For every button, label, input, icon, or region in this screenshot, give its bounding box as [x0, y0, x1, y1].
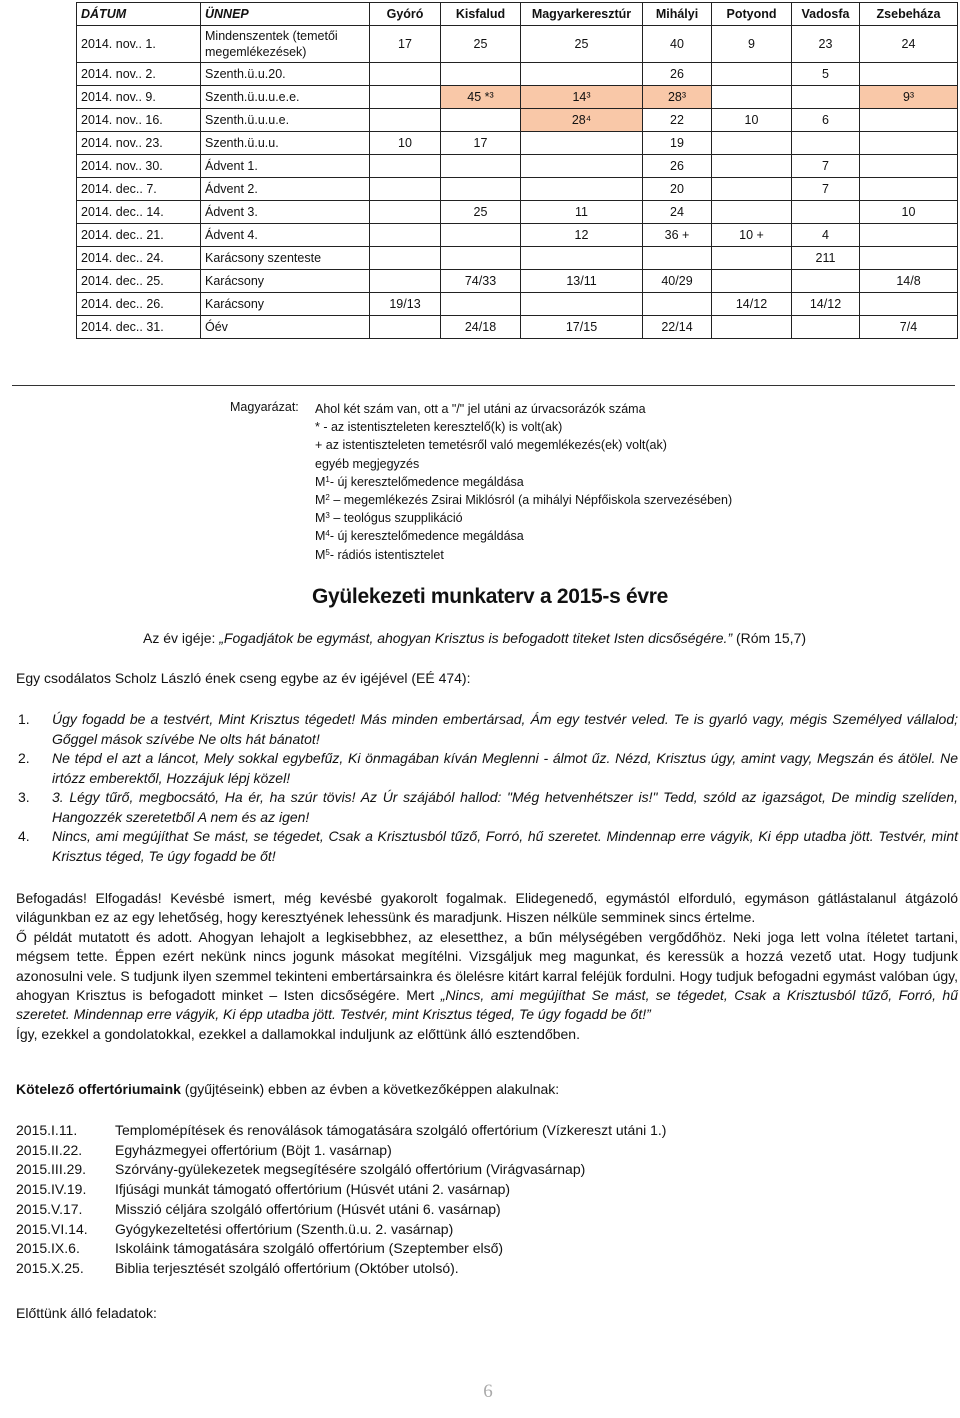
cell-value — [370, 63, 441, 86]
offertory-text: Iskoláink támogatására szolgáló offertórium (Szeptember első) — [115, 1240, 504, 1257]
cell-value — [521, 293, 643, 316]
cell-value — [792, 201, 860, 224]
offertory-text: Templomépítések és renoválások támogatására szolgáló offertórium (Vízkereszt utáni 1.) — [115, 1122, 667, 1138]
offertory-date: 2015.III.29. — [16, 1161, 87, 1178]
cell-date: 2014. nov.. 30. — [77, 155, 201, 178]
offertory-list — [16, 1121, 666, 1279]
cell-value: 13/11 — [521, 270, 643, 293]
cell-value — [521, 155, 643, 178]
offertory-item — [16, 1200, 666, 1220]
offertory-item — [16, 1239, 666, 1259]
cell-value: 26 — [643, 63, 712, 86]
cell-date: 2014. dec.. 26. — [77, 293, 201, 316]
cell-date: 2014. dec.. 7. — [77, 178, 201, 201]
cell-value — [860, 155, 958, 178]
offertory-text: Gyógykezeltetési offertórium (Szenth.ü.u. 2. vasárnap) — [115, 1220, 454, 1237]
cell-value: 12 — [521, 224, 643, 247]
cell-date: 2014. nov.. 9. — [77, 86, 201, 109]
cell-value — [370, 270, 441, 293]
legend-line: * - az istentiszteleten keresztelő(k) is volt(ak) — [315, 420, 563, 435]
cell-value — [712, 132, 792, 155]
cell-value: 11 — [521, 201, 643, 224]
cell-value: 74/33 — [441, 270, 521, 293]
col-header-feast: ÜNNEP — [201, 3, 370, 26]
col-header-gyoro: Gyóró — [370, 3, 441, 26]
cell-date: 2014. nov.. 23. — [77, 132, 201, 155]
cell-value — [521, 132, 643, 155]
cell-feast: Mindenszentek (temetői megemlékezések) — [201, 26, 370, 63]
offertory-item — [16, 1160, 666, 1180]
col-header-kisfalud: Kisfalud — [441, 3, 521, 26]
cell-value — [643, 247, 712, 270]
cell-value — [712, 316, 792, 339]
cell-value — [712, 247, 792, 270]
cell-value — [792, 132, 860, 155]
cell-value: 24 — [643, 201, 712, 224]
cell-date: 2014. dec.. 31. — [77, 316, 201, 339]
cell-value — [521, 247, 643, 270]
cell-value: 28⁴ — [521, 109, 643, 132]
cell-value: 17 — [370, 26, 441, 63]
cell-value — [643, 293, 712, 316]
offertory-text: Biblia terjesztését szolgáló offertórium (Október utolsó). — [115, 1259, 459, 1276]
cell-value — [860, 247, 958, 270]
table-row — [77, 293, 958, 316]
offertory-item — [16, 1121, 666, 1141]
table-row — [77, 132, 958, 155]
cell-value: 26 — [643, 155, 712, 178]
cell-value: 14³ — [521, 86, 643, 109]
cell-value — [860, 178, 958, 201]
cell-feast: Szenth.ü.u.u.e.e. — [201, 86, 370, 109]
hymn-intro: Egy csodálatos Scholz László ének cseng egybe az év igéjével (EÉ 474): — [16, 670, 471, 686]
legend-label: Magyarázat: — [230, 400, 299, 414]
cell-value: 7/4 — [860, 316, 958, 339]
cell-value: 4 — [792, 224, 860, 247]
cell-feast: Karácsony — [201, 293, 370, 316]
table-row — [77, 155, 958, 178]
cell-value — [712, 63, 792, 86]
offertory-date: 2015.X.25. — [16, 1259, 84, 1276]
cell-date: 2014. dec.. 21. — [77, 224, 201, 247]
cell-date: 2014. dec.. 14. — [77, 201, 201, 224]
cell-value — [712, 86, 792, 109]
cell-feast: Szenth.ü.u.u.e. — [201, 109, 370, 132]
cell-value — [370, 155, 441, 178]
cell-feast: Karácsony szenteste — [201, 247, 370, 270]
cell-value: 7 — [792, 155, 860, 178]
cell-value: 10 — [860, 201, 958, 224]
table-row — [77, 270, 958, 293]
paragraph: Így, ezekkel a gondolatokkal, ezekkel a dallamokkal induljunk az előttünk álló esztendőben. — [16, 1025, 580, 1042]
cell-feast: Ádvent 2. — [201, 178, 370, 201]
legend-line: Ahol két szám van, ott a "/" jel utáni az úrvacsorázók száma — [315, 402, 646, 416]
table-row — [77, 178, 958, 201]
cell-date: 2014. nov.. 16. — [77, 109, 201, 132]
cell-value: 40/29 — [643, 270, 712, 293]
cell-value: 20 — [643, 178, 712, 201]
year-motto: Az év igéje: „Fogadjátok be egymást, ahogyan Krisztus is befogadott titeket Isten dicsőségére.” (Róm 15,7) — [143, 630, 807, 646]
cell-value: 45 *³ — [441, 86, 521, 109]
cell-value: 28³ — [643, 86, 712, 109]
col-header-zsebehaza: Zsebeháza — [860, 3, 958, 26]
cell-value — [712, 270, 792, 293]
cell-value — [792, 86, 860, 109]
attendance-table — [76, 2, 958, 339]
cell-value — [860, 63, 958, 86]
cell-value — [370, 201, 441, 224]
cell-value — [860, 109, 958, 132]
cell-value: 19/13 — [370, 293, 441, 316]
table-row — [77, 316, 958, 339]
cell-value: 14/8 — [860, 270, 958, 293]
cell-value — [712, 178, 792, 201]
offertory-date: 2015.IX.6. — [16, 1240, 80, 1257]
cell-value — [860, 293, 958, 316]
offertory-date: 2015.II.22. — [16, 1141, 83, 1158]
cell-value: 17 — [441, 132, 521, 155]
table-header-row — [77, 3, 958, 26]
tasks-label: Előttünk álló feladatok: — [16, 1305, 157, 1321]
cell-value — [792, 316, 860, 339]
cell-value — [370, 86, 441, 109]
paragraph: Befogadás! Elfogadás! Kevésbé ismert, még kevésbé gyakorolt fogalmak. Elidegenedő, egymástól elforduló, egymáson gátlástalanul átgázoló világunkban ez az egy lehetőség, hogy keresztyének lehessünk és maradjunk. Hiszen nélküle semminek sincs értelme. — [16, 890, 958, 926]
offertory-text: Szórvány-gyülekezetek megsegítésére szolgáló offertórium (Virágvasárnap) — [115, 1161, 586, 1178]
cell-value: 23 — [792, 26, 860, 63]
table-row — [77, 86, 958, 109]
cell-value: 19 — [643, 132, 712, 155]
cell-value — [441, 224, 521, 247]
cell-feast: Szenth.ü.u.20. — [201, 63, 370, 86]
cell-value: 7 — [792, 178, 860, 201]
cell-value — [370, 178, 441, 201]
offertory-text: Egyházmegyei offertórium (Böjt 1. vasárnap) — [115, 1141, 392, 1158]
cell-value — [712, 201, 792, 224]
cell-value: 211 — [792, 247, 860, 270]
cell-value — [441, 247, 521, 270]
cell-feast: Szenth.ü.u.u. — [201, 132, 370, 155]
page-number: 6 — [483, 1381, 493, 1402]
body-text — [16, 889, 958, 1044]
table-row — [77, 109, 958, 132]
hymn-verse: 1. Úgy fogadd be a testvért, Mint Krisztus tégedet! Más minden embertársad, Ám egy testvér veled. Te is gyarló vagy, mégis Személyed vállalod; Gőggel mások szívébe Ne olts hát bánatot! — [18, 711, 958, 747]
table-row — [77, 224, 958, 247]
cell-value — [370, 316, 441, 339]
hymn-verse: 2. Ne tépd el azt a láncot, Mely sokkal egybefűz, Ki önmagában kíván Meglenni - álmot űz. Nézd, Krisztus úgy, amint vagy, Megszán és átölel. Ne irtózz emberektől, Hozzájuk lépj közel! — [18, 750, 958, 786]
motto-quote: „Fogadjátok be egymást, ahogyan Krisztus is befogadott titeket Isten dicsőségére.” — [219, 630, 733, 646]
cell-value: 22/14 — [643, 316, 712, 339]
cell-value: 24 — [860, 26, 958, 63]
cell-value — [441, 155, 521, 178]
col-header-vadosfa: Vadosfa — [792, 3, 860, 26]
offertory-date: 2015.IV.19. — [16, 1181, 87, 1198]
legend-note: $M^4-$ új keresztelőmedence megáldása — [315, 529, 524, 544]
offertory-item — [16, 1220, 666, 1240]
table-row — [77, 201, 958, 224]
cell-value: 10 — [712, 109, 792, 132]
cell-date: 2014. nov.. 2. — [77, 63, 201, 86]
hymn-verse: 3. 3. Légy tűrő, megbocsátó, Ha ér, ha szúr tövis! Az Úr szájából hallod: "Még hetvenhétszer is!" Tedd, szóld az igazságot, De mindig szelíden, Hangozzék szeretetből A nem és az igen! — [18, 789, 958, 825]
cell-value: 9³ — [860, 86, 958, 109]
cell-value: 24/18 — [441, 316, 521, 339]
legend-line: + az istentiszteleten temetésről való megemlékezés(ek) volt(ak) — [315, 438, 667, 453]
cell-feast: Ádvent 1. — [201, 155, 370, 178]
cell-value: 10 — [370, 132, 441, 155]
cell-feast: Ádvent 3. — [201, 201, 370, 224]
hymn-verses — [16, 710, 958, 866]
legend-note: $M^5-$ rádiós istentisztelet — [315, 547, 444, 562]
cell-value — [370, 224, 441, 247]
hymn-verse: 4. Nincs, ami megújíthat Se mást, se tégedet, Csak a Krisztusból tűző, Forró, hű szeretet. Mindennap erre vágyik, Ki épp utadba jött. Testvér, mint Krisztus téged, Te úgy fogadd be őt! — [18, 828, 958, 864]
cell-value — [860, 132, 958, 155]
legend-note: $M^3$ – teológus szupplikáció — [315, 511, 463, 526]
cell-value — [370, 247, 441, 270]
offertory-heading: Kötelező offertóriumaink (gyűjtéseink) ebben az évben a következőképpen alakulnak: — [16, 1081, 560, 1097]
cell-feast: Ádvent 4. — [201, 224, 370, 247]
cell-date: 2014. dec.. 25. — [77, 270, 201, 293]
cell-value: 14/12 — [792, 293, 860, 316]
cell-value: 6 — [792, 109, 860, 132]
legend-note: $M^1-$ új keresztelőmedence megáldása — [315, 474, 524, 489]
table-row — [77, 26, 958, 63]
cell-value — [521, 63, 643, 86]
cell-value: 40 — [643, 26, 712, 63]
offertory-item — [16, 1141, 666, 1161]
cell-value: 25 — [441, 26, 521, 63]
table-row — [77, 63, 958, 86]
cell-value — [441, 178, 521, 201]
col-header-date: DÁTUM — [77, 3, 201, 26]
col-header-magyarkeresztur: Magyarkeresztúr — [521, 3, 643, 26]
cell-value — [792, 270, 860, 293]
offertory-item — [16, 1259, 666, 1279]
offertory-text: Ifjúsági munkát támogató offertórium (Húsvét utáni 2. vasárnap) — [115, 1181, 511, 1198]
offertory-date: 2015.V.17. — [16, 1200, 83, 1217]
cell-date: 2014. dec.. 24. — [77, 247, 201, 270]
cell-value: 9 — [712, 26, 792, 63]
cell-value: 25 — [441, 201, 521, 224]
offertory-date: 2015.I.11. — [16, 1122, 78, 1138]
table-row — [77, 247, 958, 270]
page-heading: Gyülekezeti munkaterv a 2015-s évre — [311, 585, 669, 608]
paragraph: Ő példát mutatott és adott. Ahogyan lehajolt a legkisebbhez, az elesetthez, a bűn mélységében vergődőhöz. Neki joga lett volna ítéletet tartani, mégsem tette. Éppen ezért nekünk nincs jogunk másokat megítélni. Vizsgáljuk meg magunkat, és keressük a hozzá vezető utat. Hogy tudjunk azonosulni vele. S tudjunk ilyen szemmel tekinteni embertársainkra és ölelésre kitárt karral feléjük fordulni. Hogy tudjuk befogadni egymást valóban úgy, ahogyan Krisztus is befogadott minket – Isten dicsőségére. Mert „Nincs, ami megújíthat Se mást, se tégedet, Csak a Krisztusból tűző, Forró, hű szeretet. Mindennap erre vágyik, Ki épp utadba jött. Testvér, mint Krisztus téged, Te úgy fogadd be őt!” — [16, 928, 958, 1023]
offertory-date: 2015.VI.14. — [16, 1220, 88, 1237]
cell-value — [712, 155, 792, 178]
offertory-item — [16, 1180, 666, 1200]
cell-value — [441, 63, 521, 86]
cell-value — [521, 178, 643, 201]
cell-date: 2014. nov.. 1. — [77, 26, 201, 63]
offertory-text: Misszió céljára szolgáló offertórium (Húsvét utáni 6. vasárnap) — [115, 1200, 501, 1217]
cell-value: 10 + — [712, 224, 792, 247]
cell-feast: Karácsony — [201, 270, 370, 293]
col-header-potyond: Potyond — [712, 3, 792, 26]
cell-value: 14/12 — [712, 293, 792, 316]
cell-value: 5 — [792, 63, 860, 86]
cell-value: 17/15 — [521, 316, 643, 339]
cell-value: 22 — [643, 109, 712, 132]
legend-list — [315, 400, 732, 564]
separator-line — [12, 385, 955, 386]
cell-value: 36 + — [643, 224, 712, 247]
cell-value: 25 — [521, 26, 643, 63]
cell-feast: Óév — [201, 316, 370, 339]
legend-line: egyéb megjegyzés — [315, 456, 420, 471]
col-header-mihalyi: Mihályi — [643, 3, 712, 26]
cell-value — [441, 109, 521, 132]
cell-value — [441, 293, 521, 316]
legend-note: $M^2$ – megemlékezés Zsirai Miklósról (a mihályi Népfőiskola szervezésében) — [315, 493, 733, 508]
cell-value — [860, 224, 958, 247]
cell-value — [370, 109, 441, 132]
